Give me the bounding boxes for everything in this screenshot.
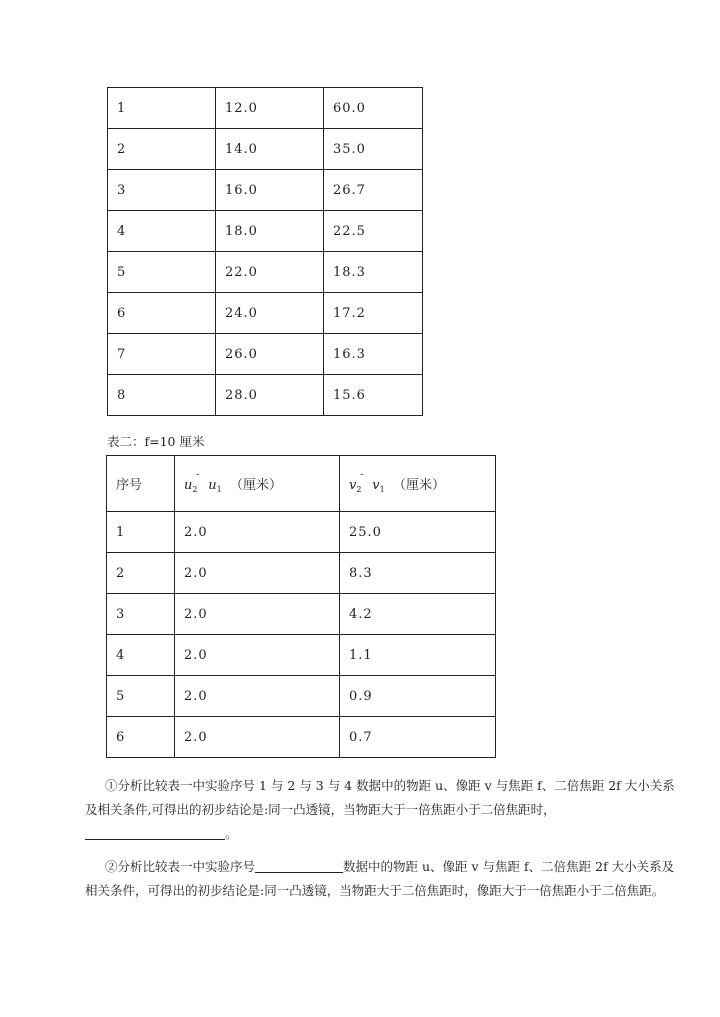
table-cell: 3 — [108, 170, 216, 211]
paragraph-2-text-a: ②分析比较表一中实验序号 — [105, 859, 256, 874]
table-cell: 4.2 — [340, 594, 496, 635]
v2-var: v — [349, 477, 357, 493]
v1-var: v — [372, 477, 380, 493]
table-cell: 24.0 — [216, 293, 324, 334]
table-row — [108, 170, 423, 211]
table-row — [108, 375, 423, 416]
table-cell: 16.3 — [324, 334, 423, 375]
table-row — [107, 717, 496, 758]
question-paragraph-2 — [85, 855, 685, 903]
table-cell: 35.0 — [324, 129, 423, 170]
table-cell: 15.6 — [324, 375, 423, 416]
table-cell: 1 — [107, 512, 175, 553]
table-cell: 2.0 — [175, 512, 340, 553]
table-cell: 6 — [107, 717, 175, 758]
table-row — [108, 334, 423, 375]
table-cell: 2.0 — [175, 594, 340, 635]
v1-sub: 1 — [379, 484, 385, 494]
table-cell: 2 — [107, 553, 175, 594]
table-row — [107, 512, 496, 553]
table-cell: 25.0 — [340, 512, 496, 553]
data-table-2 — [106, 455, 496, 758]
table-2-caption: 表二：f=10 厘米 — [107, 434, 205, 449]
table-cell: 0.7 — [340, 717, 496, 758]
table-cell: 6 — [108, 293, 216, 334]
question-paragraph-1 — [85, 774, 685, 846]
u2-var: u — [184, 477, 193, 493]
table-cell: 4 — [107, 635, 175, 676]
table-row — [107, 676, 496, 717]
u2-sub: 2 — [192, 484, 198, 494]
table-cell: 4 — [108, 211, 216, 252]
table-cell: 22.5 — [324, 211, 423, 252]
table-cell: 1.1 — [340, 635, 496, 676]
table-cell: 0.9 — [340, 676, 496, 717]
table-row — [107, 553, 496, 594]
paragraph-1-end: 。 — [225, 826, 238, 841]
table-cell: 2 — [108, 129, 216, 170]
minus-sign-icon: ¯ — [359, 473, 364, 484]
table-cell: 8 — [108, 375, 216, 416]
u1-sub: 1 — [216, 484, 222, 494]
table-cell: 16.0 — [216, 170, 324, 211]
table-cell: 1 — [108, 88, 216, 129]
v-unit: （厘米） — [392, 477, 445, 493]
table-cell: 8.3 — [340, 553, 496, 594]
minus-sign-icon: ¯ — [195, 473, 200, 484]
header-cell-v-difference — [340, 456, 496, 512]
table-cell: 5 — [107, 676, 175, 717]
table-cell: 7 — [108, 334, 216, 375]
paragraph-1-text: ①分析比较表一中实验序号 1 与 2 与 3 与 4 数据中的物距 u、像距 v 与焦距 f、二倍焦距 2f 大小关系及相关条件,可得出的初步结论是:同一凸透镜，当物距大于一倍焦距小于二倍焦距时， — [85, 778, 675, 817]
paragraph-2-text-b: 数据中的物距 u、像距 v 与焦距 f、二倍焦距 2f 大小关系及相关条件，可得出的初步结论是:同一凸透镜，当物距大于二倍焦距时，像距大于一倍焦距小于二倍焦距。 — [85, 859, 675, 898]
u-unit: （厘米） — [229, 477, 282, 493]
table-cell: 26.7 — [324, 170, 423, 211]
u1-var: u — [208, 477, 217, 493]
v2-sub: 2 — [356, 484, 362, 494]
header-cell-u-difference — [175, 456, 340, 512]
answer-blank-1[interactable] — [85, 825, 225, 840]
table-cell: 60.0 — [324, 88, 423, 129]
table-row — [107, 635, 496, 676]
table-row — [108, 252, 423, 293]
table-cell: 12.0 — [216, 88, 324, 129]
table-cell: 5 — [108, 252, 216, 293]
table-cell: 17.2 — [324, 293, 423, 334]
table-cell: 26.0 — [216, 334, 324, 375]
table-row — [108, 129, 423, 170]
table-row — [107, 594, 496, 635]
table-row — [108, 88, 423, 129]
table-cell: 14.0 — [216, 129, 324, 170]
table-cell: 18.0 — [216, 211, 324, 252]
table-cell: 18.3 — [324, 252, 423, 293]
table-cell: 2.0 — [175, 553, 340, 594]
table-cell: 28.0 — [216, 375, 324, 416]
answer-blank-2[interactable] — [255, 858, 343, 873]
table-cell: 22.0 — [216, 252, 324, 293]
table-cell: 3 — [107, 594, 175, 635]
table-row — [108, 293, 423, 334]
table-row — [108, 211, 423, 252]
table-cell: 2.0 — [175, 635, 340, 676]
table-header-row — [107, 456, 496, 512]
table-cell: 2.0 — [175, 717, 340, 758]
header-cell-index: 序号 — [107, 456, 175, 512]
data-table-1 — [107, 87, 423, 416]
table-cell: 2.0 — [175, 676, 340, 717]
